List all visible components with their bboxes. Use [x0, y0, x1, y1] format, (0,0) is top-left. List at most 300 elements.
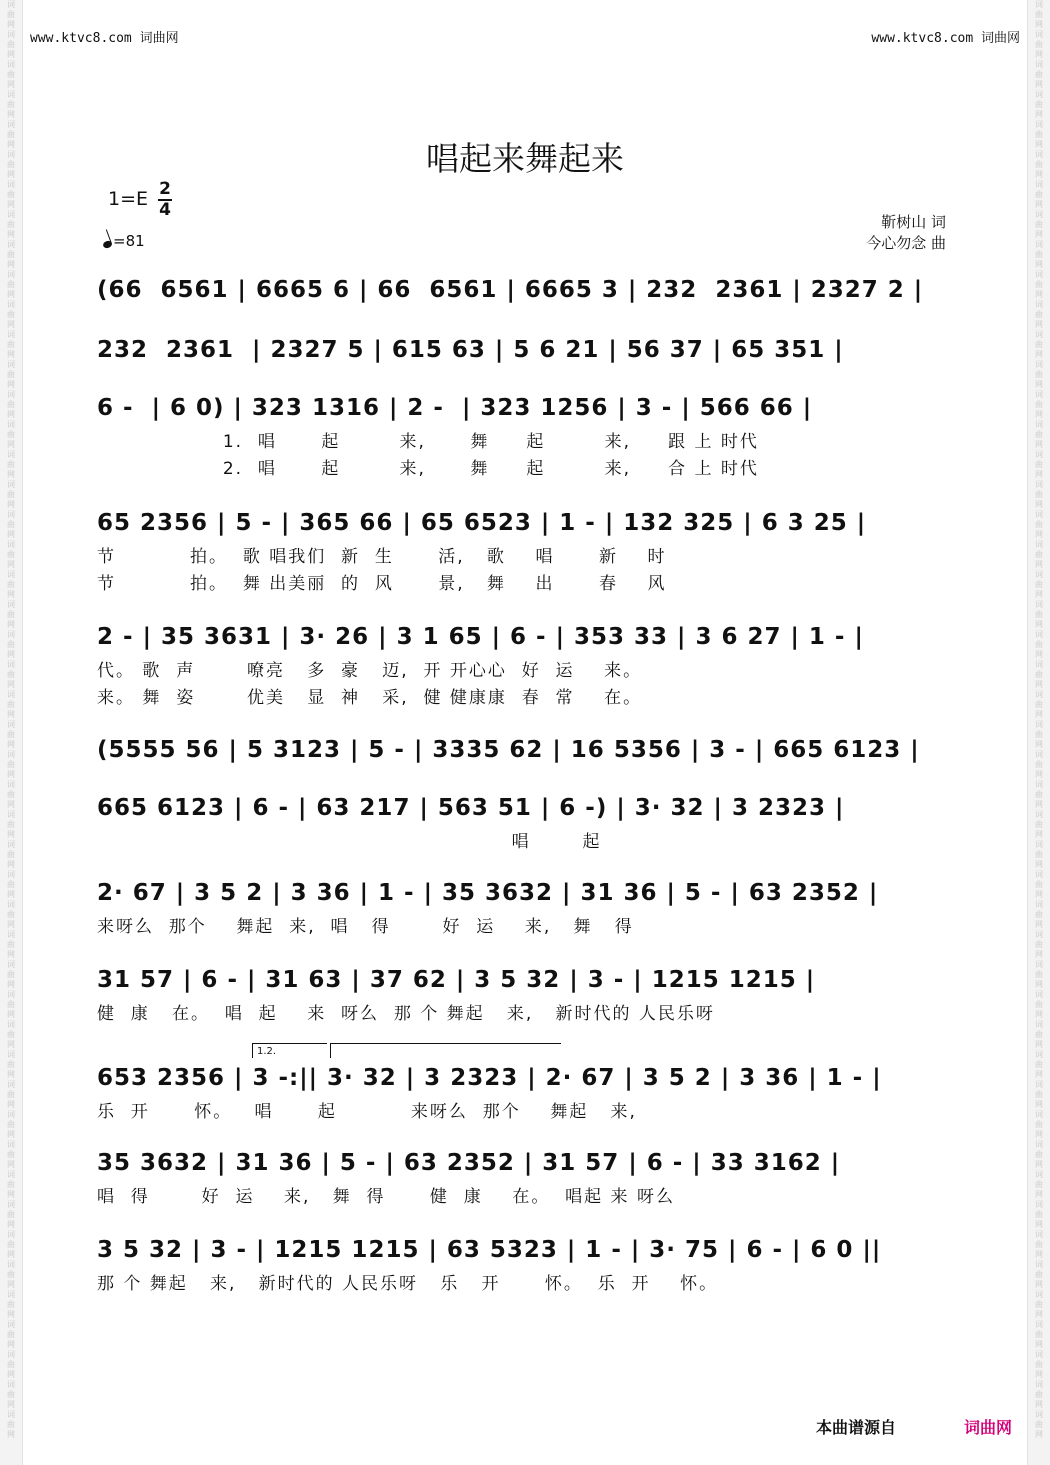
lyrics-block — [97, 914, 952, 941]
key-signature: 1=E — [108, 188, 149, 210]
watermark-glyph: 词 — [1035, 810, 1043, 819]
watermark-glyph: 网 — [7, 1340, 15, 1349]
watermark-glyph: 网 — [1035, 470, 1043, 479]
watermark-glyph: 网 — [1035, 1280, 1043, 1289]
watermark-glyph: 曲 — [7, 160, 15, 169]
watermark-glyph: 词 — [7, 120, 15, 129]
time-signature — [157, 180, 173, 220]
watermark-glyph: 曲 — [1035, 700, 1043, 709]
watermark-glyph: 网 — [1035, 20, 1043, 29]
brand-logo: 词曲网 — [964, 1418, 1013, 1437]
watermark-glyph: 词 — [7, 420, 15, 429]
watermark-glyph: 网 — [1035, 110, 1043, 119]
score-staff-line — [97, 1148, 952, 1178]
watermark-glyph: 词 — [7, 210, 15, 219]
watermark-glyph: 网 — [7, 980, 15, 989]
score-staff-line — [97, 275, 952, 305]
watermark-glyph: 词 — [7, 780, 15, 789]
watermark-glyph: 网 — [7, 1010, 15, 1019]
watermark-glyph: 网 — [7, 1310, 15, 1319]
watermark-glyph: 词 — [7, 1410, 15, 1419]
watermark-glyph: 词 — [1035, 750, 1043, 759]
watermark-glyph: 曲 — [1035, 730, 1043, 739]
watermark-glyph: 网 — [7, 1220, 15, 1229]
watermark-glyph: 曲 — [1035, 820, 1043, 829]
watermark-glyph: 网 — [1035, 320, 1043, 329]
watermark-glyph: 曲 — [1035, 1390, 1043, 1399]
watermark-glyph: 曲 — [1035, 250, 1043, 259]
watermark-glyph: 曲 — [1035, 520, 1043, 529]
watermark-glyph: 曲 — [7, 1360, 15, 1369]
watermark-glyph: 词 — [7, 690, 15, 699]
notes-text: 665 6123 | 6 - | 63 217 | 563 51 | 6 -) | 3· 32 | 3 2323 | — [97, 795, 845, 821]
watermark-glyph: 词 — [1035, 630, 1043, 639]
watermark-glyph: 词 — [1035, 1170, 1043, 1179]
lyrics-block — [97, 1271, 952, 1298]
watermark-glyph: 曲 — [7, 280, 15, 289]
watermark-glyph: 词 — [7, 900, 15, 909]
watermark-glyph: 词 — [1035, 1140, 1043, 1149]
lyric-verse-2: 节 拍。 舞 出美丽 的 风 景, 舞 出 春 风 — [97, 574, 667, 594]
watermark-glyph: 曲 — [7, 1030, 15, 1039]
watermark-glyph: 网 — [1035, 260, 1043, 269]
watermark-glyph: 网 — [7, 1400, 15, 1409]
watermark-glyph: 曲 — [7, 1150, 15, 1159]
watermark-glyph: 曲 — [7, 880, 15, 889]
watermark-glyph: 词 — [7, 930, 15, 939]
watermark-glyph: 网 — [1035, 560, 1043, 569]
watermark-glyph: 曲 — [7, 460, 15, 469]
watermark-glyph: 网 — [7, 50, 15, 59]
watermark-glyph: 曲 — [7, 1300, 15, 1309]
watermark-glyph: 网 — [7, 290, 15, 299]
watermark-glyph: 网 — [7, 1370, 15, 1379]
watermark-glyph: 曲 — [7, 520, 15, 529]
watermark-glyph: 词 — [7, 990, 15, 999]
watermark-glyph: 曲 — [1035, 670, 1043, 679]
lyrics-block — [97, 544, 952, 598]
score-staff-line — [97, 393, 952, 423]
watermark-glyph: 网 — [1035, 1340, 1043, 1349]
watermark-glyph: 网 — [1035, 1040, 1043, 1049]
watermark-glyph: 曲 — [1035, 220, 1043, 229]
watermark-glyph: 词 — [7, 630, 15, 639]
watermark-glyph: 词 — [1035, 390, 1043, 399]
watermark-glyph: 词 — [1035, 690, 1043, 699]
watermark-glyph: 网 — [1035, 620, 1043, 629]
watermark-glyph: 网 — [1035, 1430, 1043, 1439]
watermark-glyph: 网 — [1035, 380, 1043, 389]
watermark-glyph: 网 — [1035, 920, 1043, 929]
watermark-glyph: 曲 — [7, 1000, 15, 1009]
lyrics-block — [97, 429, 952, 483]
watermark-glyph: 网 — [1035, 1220, 1043, 1229]
lyricist-credit: 靳树山 词 — [881, 213, 946, 231]
watermark-glyph: 词 — [7, 150, 15, 159]
watermark-glyph: 网 — [7, 920, 15, 929]
watermark-glyph: 曲 — [7, 670, 15, 679]
volta-label: 1.2. — [257, 1046, 277, 1057]
watermark-glyph: 网 — [1035, 80, 1043, 89]
watermark-glyph: 网 — [7, 20, 15, 29]
time-signature-bottom: 4 — [159, 200, 171, 220]
watermark-glyph: 词 — [1035, 450, 1043, 459]
watermark-glyph: 词 — [7, 1260, 15, 1269]
watermark-glyph: 曲 — [1035, 580, 1043, 589]
watermark-glyph: 网 — [1035, 1310, 1043, 1319]
watermark-glyph: 词 — [7, 660, 15, 669]
watermark-glyph: 词 — [1035, 990, 1043, 999]
watermark-glyph: 曲 — [7, 340, 15, 349]
watermark-glyph: 曲 — [7, 640, 15, 649]
watermark-glyph: 网 — [7, 680, 15, 689]
watermark-glyph: 词 — [7, 270, 15, 279]
notes-text: 232 2361 | 2327 5 | 615 63 | 5 6 21 | 56 37 | 65 351 | — [97, 337, 844, 363]
watermark-glyph: 词 — [1035, 210, 1043, 219]
watermark-glyph: 曲 — [1035, 190, 1043, 199]
watermark-glyph: 曲 — [1035, 790, 1043, 799]
lyric-verse-1: 那 个 舞起 来, 新时代的 人民乐呀 乐 开 怀。 乐 开 怀。 — [97, 1274, 719, 1294]
tempo-value: =81 — [113, 232, 145, 250]
source-label: 本曲谱源自 — [816, 1418, 897, 1437]
watermark-glyph: 曲 — [7, 190, 15, 199]
watermark-glyph: 曲 — [7, 580, 15, 589]
watermark-glyph: 词 — [7, 720, 15, 729]
watermark-glyph: 词 — [7, 90, 15, 99]
watermark-glyph: 曲 — [1035, 340, 1043, 349]
watermark-glyph: 词 — [7, 480, 15, 489]
watermark-glyph: 词 — [1035, 1380, 1043, 1389]
watermark-glyph: 曲 — [1035, 10, 1043, 19]
watermark-glyph: 网 — [7, 740, 15, 749]
watermark-glyph: 网 — [1035, 830, 1043, 839]
watermark-glyph: 词 — [7, 1350, 15, 1359]
watermark-glyph: 曲 — [7, 1090, 15, 1099]
watermark-glyph: 网 — [1035, 680, 1043, 689]
watermark-glyph: 网 — [7, 770, 15, 779]
watermark-glyph: 网 — [7, 1040, 15, 1049]
notes-text: 3 5 32 | 3 - | 1215 1215 | 63 5323 | 1 - | 3· 75 | 6 - | 6 0 || — [97, 1237, 882, 1263]
watermark-glyph: 词 — [7, 1140, 15, 1149]
watermark-glyph: 词 — [7, 60, 15, 69]
watermark-glyph: 曲 — [1035, 280, 1043, 289]
watermark-glyph: 词 — [1035, 1350, 1043, 1359]
lyric-verse-1: 唱 得 好 运 来, 舞 得 健 康 在。 唱起 来 呀么 — [97, 1187, 675, 1207]
watermark-glyph: 网 — [7, 1130, 15, 1139]
watermark-glyph: 词 — [7, 330, 15, 339]
watermark-glyph: 曲 — [7, 1240, 15, 1249]
watermark-glyph: 词 — [1035, 1320, 1043, 1329]
watermark-glyph: 词 — [1035, 840, 1043, 849]
watermark-glyph: 网 — [1035, 230, 1043, 239]
watermark-glyph: 曲 — [1035, 1030, 1043, 1039]
watermark-glyph: 网 — [7, 170, 15, 179]
watermark-glyph: 曲 — [1035, 1270, 1043, 1279]
watermark-glyph: 网 — [1035, 1160, 1043, 1169]
watermark-glyph: 网 — [7, 260, 15, 269]
watermark-glyph: 曲 — [7, 730, 15, 739]
watermark-glyph: 曲 — [7, 550, 15, 559]
watermark-glyph: 曲 — [1035, 1360, 1043, 1369]
watermark-glyph: 网 — [7, 440, 15, 449]
watermark-glyph: 网 — [7, 1430, 15, 1439]
watermark-glyph: 词 — [1035, 1260, 1043, 1269]
watermark-glyph: 网 — [7, 500, 15, 509]
watermark-glyph: 网 — [1035, 650, 1043, 659]
watermark-glyph: 网 — [1035, 50, 1043, 59]
watermark-glyph: 词 — [1035, 570, 1043, 579]
watermark-glyph: 网 — [7, 200, 15, 209]
tempo-marking — [103, 232, 145, 250]
watermark-glyph: 网 — [7, 710, 15, 719]
watermark-glyph: 曲 — [1035, 970, 1043, 979]
watermark-glyph: 曲 — [1035, 1150, 1043, 1159]
watermark-glyph: 词 — [7, 0, 15, 9]
watermark-glyph: 网 — [7, 530, 15, 539]
watermark-glyph: 曲 — [1035, 1090, 1043, 1099]
watermark-glyph: 词 — [1035, 1200, 1043, 1209]
watermark-glyph: 词 — [1035, 480, 1043, 489]
watermark-glyph: 网 — [1035, 1370, 1043, 1379]
time-signature-top: 2 — [159, 179, 171, 199]
watermark-glyph: 词 — [1035, 1080, 1043, 1089]
watermark-glyph: 网 — [1035, 1190, 1043, 1199]
watermark-glyph: 曲 — [1035, 610, 1043, 619]
watermark-glyph: 曲 — [1035, 910, 1043, 919]
watermark-glyph: 曲 — [7, 1420, 15, 1429]
watermark-glyph: 词 — [1035, 180, 1043, 189]
lyric-verse-1: 代。 歌 声 嘹亮 多 豪 迈, 开 开心心 好 运 来。 — [97, 661, 643, 681]
watermark-glyph: 词 — [1035, 1410, 1043, 1419]
watermark-glyph: 网 — [7, 410, 15, 419]
watermark-glyph: 网 — [1035, 980, 1043, 989]
watermark-glyph: 词 — [7, 1320, 15, 1329]
watermark-glyph: 曲 — [7, 790, 15, 799]
watermark-glyph: 曲 — [7, 40, 15, 49]
watermark-glyph: 网 — [1035, 350, 1043, 359]
lyric-verse-1: 乐 开 怀。 唱 起 来呀么 那个 舞起 来, — [97, 1102, 637, 1122]
watermark-glyph: 网 — [1035, 410, 1043, 419]
watermark-glyph: 词 — [7, 570, 15, 579]
watermark-glyph: 词 — [1035, 90, 1043, 99]
watermark-glyph: 词 — [1035, 270, 1043, 279]
volta-bracket — [252, 1043, 327, 1058]
watermark-glyph: 曲 — [7, 1060, 15, 1069]
watermark-glyph: 网 — [7, 320, 15, 329]
score-staff-line — [97, 622, 952, 652]
watermark-glyph: 网 — [7, 140, 15, 149]
notes-text: 65 2356 | 5 - | 365 66 | 65 6523 | 1 - | 132 325 | 6 3 25 | — [97, 510, 867, 536]
watermark-glyph: 网 — [7, 1250, 15, 1259]
watermark-glyph: 词 — [1035, 0, 1043, 9]
watermark-glyph: 网 — [1035, 1130, 1043, 1139]
watermark-glyph: 曲 — [7, 1270, 15, 1279]
watermark-glyph: 词 — [1035, 510, 1043, 519]
watermark-glyph: 词 — [1035, 600, 1043, 609]
watermark-glyph: 曲 — [7, 490, 15, 499]
watermark-glyph: 词 — [1035, 870, 1043, 879]
watermark-glyph: 词 — [1035, 1230, 1043, 1239]
watermark-glyph: 曲 — [1035, 1000, 1043, 1009]
watermark-glyph: 词 — [7, 180, 15, 189]
watermark-glyph: 曲 — [1035, 70, 1043, 79]
watermark-glyph: 词 — [7, 1080, 15, 1089]
watermark-glyph: 词 — [7, 810, 15, 819]
watermark-glyph: 词 — [1035, 1290, 1043, 1299]
watermark-glyph: 网 — [7, 890, 15, 899]
lyric-verse-1: 1. 唱 起 来, 舞 起 来, 跟 上 时代 — [97, 432, 759, 452]
watermark-glyph: 词 — [7, 240, 15, 249]
lyrics-block — [97, 1099, 952, 1126]
watermark-glyph: 词 — [7, 960, 15, 969]
watermark-glyph: 网 — [7, 620, 15, 629]
watermark-glyph: 网 — [1035, 740, 1043, 749]
watermark-glyph: 曲 — [7, 610, 15, 619]
watermark-glyph: 曲 — [1035, 130, 1043, 139]
watermark-glyph: 网 — [1035, 950, 1043, 959]
watermark-glyph: 网 — [7, 950, 15, 959]
watermark-glyph: 曲 — [7, 1120, 15, 1129]
watermark-glyph: 网 — [1035, 710, 1043, 719]
watermark-glyph: 词 — [7, 510, 15, 519]
watermark-glyph: 词 — [7, 300, 15, 309]
watermark-glyph: 网 — [7, 1190, 15, 1199]
watermark-glyph: 网 — [7, 1280, 15, 1289]
watermark-glyph: 曲 — [7, 1210, 15, 1219]
watermark-glyph: 词 — [1035, 960, 1043, 969]
watermark-glyph: 网 — [1035, 770, 1043, 779]
watermark-glyph: 词 — [1035, 420, 1043, 429]
score-staff-line — [97, 508, 952, 538]
volta-end-bracket — [330, 1043, 561, 1058]
watermark-glyph: 曲 — [1035, 640, 1043, 649]
watermark-glyph: 网 — [7, 650, 15, 659]
watermark-glyph: 曲 — [7, 400, 15, 409]
watermark-glyph: 网 — [1035, 1070, 1043, 1079]
lyrics-block — [97, 829, 952, 856]
watermark-glyph: 网 — [7, 560, 15, 569]
watermark-glyph: 网 — [1035, 140, 1043, 149]
watermark-glyph: 网 — [1035, 800, 1043, 809]
watermark-glyph: 曲 — [1035, 1060, 1043, 1069]
notes-text: 31 57 | 6 - | 31 63 | 37 62 | 3 5 32 | 3 - | 1215 1215 | — [97, 967, 816, 993]
watermark-glyph: 网 — [7, 590, 15, 599]
watermark-glyph: 曲 — [7, 1330, 15, 1339]
watermark-glyph: 曲 — [7, 700, 15, 709]
watermark-glyph: 网 — [1035, 1100, 1043, 1109]
watermark-glyph: 曲 — [1035, 880, 1043, 889]
watermark-glyph: 词 — [1035, 120, 1043, 129]
watermark-glyph: 网 — [1035, 890, 1043, 899]
lyric-verse-2: 来。 舞 姿 优美 显 神 采, 健 健康康 春 常 在。 — [97, 688, 643, 708]
watermark-glyph: 曲 — [1035, 1210, 1043, 1219]
watermark-glyph: 网 — [7, 380, 15, 389]
notes-text: 6 - | 6 0) | 323 1316 | 2 - | 323 1256 | 3 - | 566 66 | — [97, 395, 813, 421]
watermark-glyph: 曲 — [1035, 1240, 1043, 1249]
watermark-glyph: 词 — [1035, 60, 1043, 69]
watermark-glyph: 词 — [7, 1290, 15, 1299]
quarter-note-icon — [102, 240, 113, 250]
watermark-glyph: 词 — [7, 390, 15, 399]
lyric-verse-1: 健 康 在。 唱 起 来 呀么 那 个 舞起 来, 新时代的 人民乐呀 — [97, 1004, 715, 1024]
score-staff-line — [97, 335, 952, 365]
watermark-glyph: 词 — [7, 1230, 15, 1239]
site-header-left: www.ktvc8.com 词曲网 — [30, 31, 179, 46]
watermark-glyph: 网 — [7, 800, 15, 809]
watermark-glyph: 网 — [7, 350, 15, 359]
watermark-glyph: 曲 — [7, 250, 15, 259]
watermark-glyph: 曲 — [7, 820, 15, 829]
watermark-glyph: 网 — [1035, 1250, 1043, 1259]
watermark-glyph: 网 — [1035, 200, 1043, 209]
watermark-glyph: 网 — [7, 1160, 15, 1169]
watermark-glyph: 曲 — [7, 760, 15, 769]
watermark-glyph: 曲 — [7, 1390, 15, 1399]
watermark-glyph: 网 — [7, 860, 15, 869]
watermark-glyph: 网 — [7, 1100, 15, 1109]
watermark-glyph: 曲 — [1035, 100, 1043, 109]
watermark-glyph: 曲 — [1035, 460, 1043, 469]
watermark-glyph: 词 — [7, 1170, 15, 1179]
watermark-glyph: 词 — [1035, 150, 1043, 159]
watermark-glyph: 网 — [7, 110, 15, 119]
watermark-glyph: 曲 — [1035, 400, 1043, 409]
watermark-glyph: 网 — [1035, 290, 1043, 299]
watermark-glyph: 曲 — [1035, 550, 1043, 559]
site-header-right: www.ktvc8.com 词曲网 — [871, 31, 1020, 46]
watermark-glyph: 曲 — [7, 100, 15, 109]
notes-text: (66 6561 | 6665 6 | 66 6561 | 6665 3 | 232 2361 | 2327 2 | — [97, 277, 924, 303]
watermark-glyph: 词 — [1035, 660, 1043, 669]
watermark-glyph: 词 — [1035, 240, 1043, 249]
notes-text: 35 3632 | 31 36 | 5 - | 63 2352 | 31 57 | 6 - | 33 3162 | — [97, 1150, 841, 1176]
watermark-glyph: 网 — [1035, 1400, 1043, 1409]
watermark-glyph: 词 — [7, 540, 15, 549]
watermark-glyph: 曲 — [7, 10, 15, 19]
score-staff-line — [97, 1063, 952, 1093]
watermark-glyph: 曲 — [1035, 430, 1043, 439]
watermark-glyph: 词 — [7, 360, 15, 369]
watermark-glyph: 曲 — [1035, 310, 1043, 319]
watermark-glyph: 曲 — [7, 850, 15, 859]
watermark-glyph: 词 — [7, 450, 15, 459]
watermark-glyph: 网 — [7, 80, 15, 89]
watermark-glyph: 网 — [7, 830, 15, 839]
watermark-glyph: 词 — [7, 870, 15, 879]
watermark-glyph: 词 — [7, 1050, 15, 1059]
watermark-glyph: 曲 — [1035, 1300, 1043, 1309]
watermark-glyph: 网 — [1035, 1010, 1043, 1019]
watermark-glyph: 词 — [1035, 30, 1043, 39]
watermark-glyph: 网 — [1035, 860, 1043, 869]
watermark-glyph: 网 — [1035, 500, 1043, 509]
watermark-glyph: 词 — [7, 1110, 15, 1119]
score-staff-line — [97, 735, 952, 765]
score-staff-line — [97, 965, 952, 995]
watermark-glyph: 曲 — [7, 940, 15, 949]
lyric-verse-1: 来呀么 那个 舞起 来, 唱 得 好 运 来, 舞 得 — [97, 917, 634, 937]
composer-credit: 今心勿念 曲 — [866, 234, 946, 252]
watermark-glyph: 网 — [1035, 170, 1043, 179]
notes-text: 653 2356 | 3 -:|| 3· 32 | 3 2323 | 2· 67 | 3 5 2 | 3 36 | 1 - | — [97, 1065, 882, 1091]
lyrics-block — [97, 1184, 952, 1211]
right-watermark-strip — [1027, 0, 1050, 1465]
lyric-verse-1: 唱 起 — [97, 832, 602, 852]
watermark-glyph: 词 — [1035, 720, 1043, 729]
watermark-glyph: 曲 — [7, 1180, 15, 1189]
watermark-glyph: 网 — [7, 230, 15, 239]
watermark-glyph: 曲 — [7, 70, 15, 79]
